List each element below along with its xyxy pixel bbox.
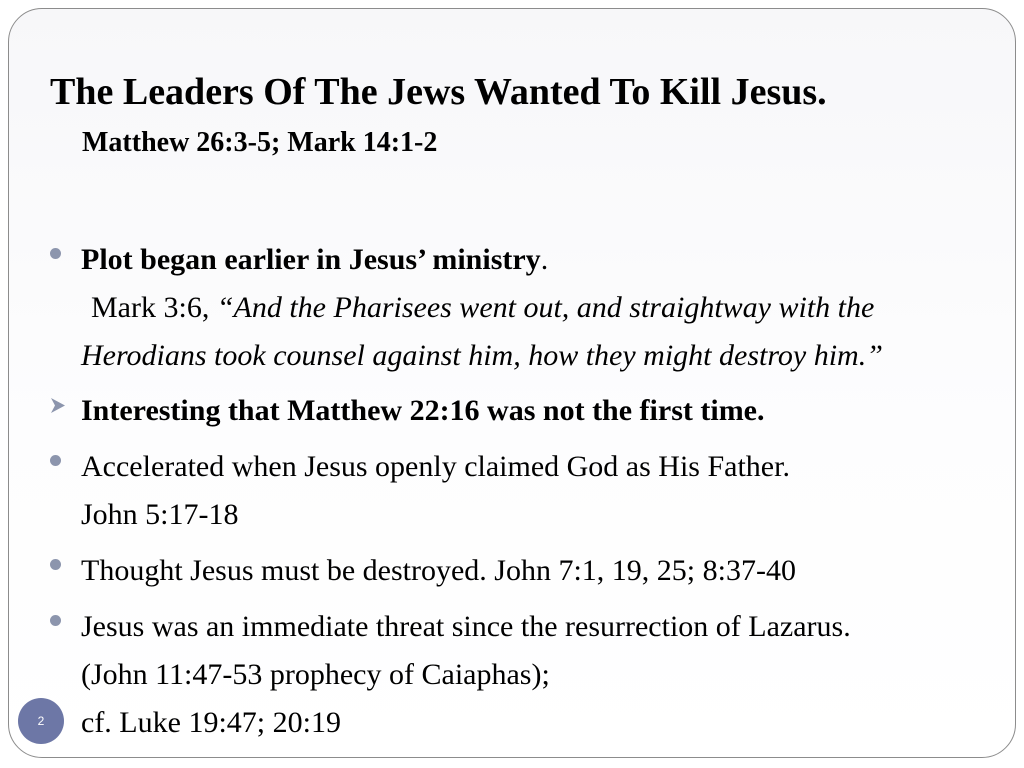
- item-reference: John 5:17-18: [81, 498, 239, 531]
- item-text: Accelerated when Jesus openly claimed God as His Father.: [81, 450, 790, 483]
- bullet-icon: [50, 248, 61, 259]
- arrow-bullet-icon: [50, 397, 66, 414]
- list-item: [50, 603, 1000, 747]
- scripture-reference: Mark 3:6,: [91, 291, 217, 324]
- item-heading-period: .: [540, 243, 549, 276]
- list-item: [50, 387, 1000, 435]
- item-heading: Plot began earlier in Jesus’ ministry: [81, 243, 541, 276]
- list-item: [50, 443, 1000, 539]
- bullet-icon: [50, 559, 61, 570]
- item-text: Jesus was an immediate threat since the resurrection of Lazarus. (John 11:47-53 prophecy of Caiaphas);: [81, 610, 851, 691]
- bullet-icon: [50, 615, 61, 626]
- bullet-icon: [50, 455, 61, 466]
- slide-subtitle: Matthew 26:3-5; Mark 14:1-2: [82, 127, 438, 158]
- list-item: [50, 236, 1000, 380]
- page-number-badge: 2: [18, 698, 64, 744]
- slide-title: The Leaders Of The Jews Wanted To Kill Jesus.: [50, 71, 827, 113]
- item-reference: cf. Luke 19:47; 20:19: [81, 706, 341, 739]
- item-text: Thought Jesus must be destroyed. John 7:1, 19, 25; 8:37-40: [81, 554, 796, 587]
- item-text: Interesting that Matthew 22:16 was not the first time.: [81, 394, 765, 427]
- scripture-quote: “And the Pharisees went out, and straightway with the Herodians took counsel against him, how they might destroy him.”: [81, 291, 883, 372]
- list-item: [50, 547, 1000, 595]
